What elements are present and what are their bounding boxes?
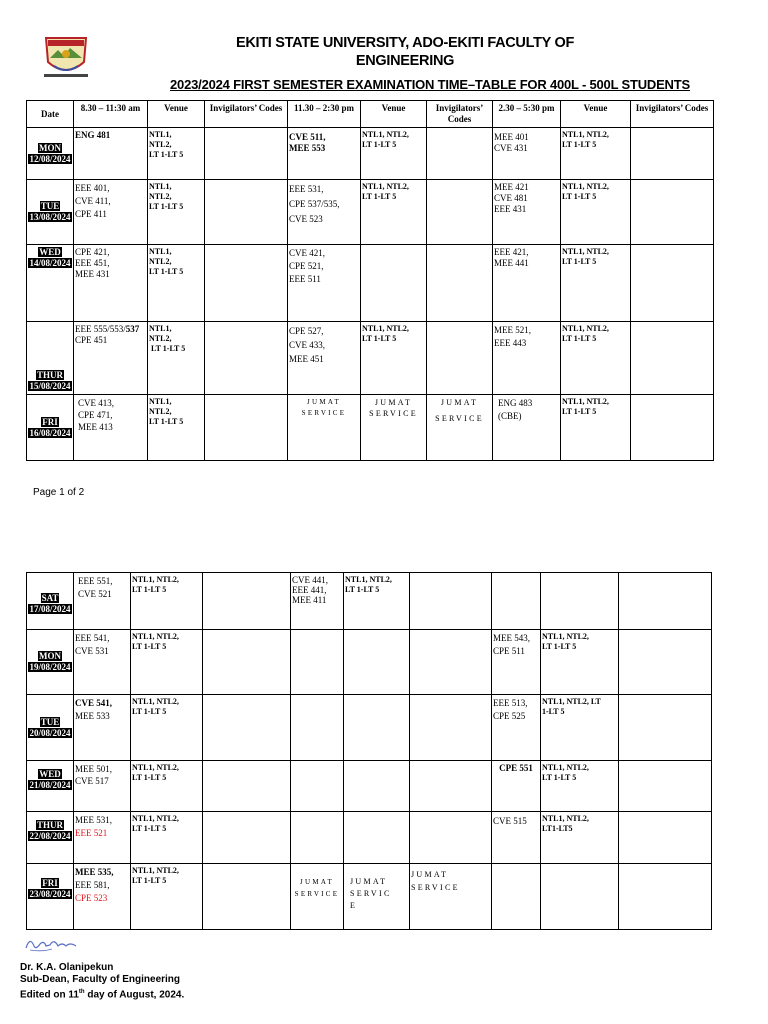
- table-row: [27, 573, 712, 630]
- exam-cell: [291, 761, 344, 812]
- invigilator-cell: [410, 761, 492, 812]
- exam-cell: EEE 421, MEE 441: [493, 245, 561, 322]
- exam-cell: CVE 511, MEE 553: [288, 128, 361, 180]
- venue-cell: NTL1, NTL2, LT 1-LT 5: [131, 630, 203, 695]
- date-label: 13/08/2024: [29, 212, 71, 222]
- invigilator-cell: [205, 245, 288, 322]
- exam-cell: CPE 551: [492, 761, 541, 812]
- venue-cell: NTL1, NTL2, LT 1-LT 5: [148, 395, 205, 461]
- date-cell: [27, 395, 74, 461]
- venue-cell: NTL1, NTL2, LT 1-LT 5: [561, 322, 631, 395]
- invigilator-cell: [427, 245, 493, 322]
- date-label: 15/08/2024: [29, 381, 71, 391]
- invigilator-cell: [410, 630, 492, 695]
- invigilator-cell: [205, 180, 288, 245]
- invigilator-cell: [631, 128, 714, 180]
- exam-cell: EEE 513, CPE 525: [492, 695, 541, 761]
- exam-cell: ENG 481: [74, 128, 148, 180]
- day-label: WED: [39, 769, 61, 779]
- invigilator-cell: [427, 322, 493, 395]
- day-label: MON: [39, 651, 61, 661]
- exam-code: CVE 541,: [75, 698, 113, 708]
- day-label: FRI: [42, 416, 58, 427]
- venue-cell: NTL1, NTL2, LT 1-LT 5: [148, 128, 205, 180]
- exam-code-highlighted: CPE 523: [75, 893, 108, 903]
- venue-cell: NTL1, NTL2, LT 1-LT 5: [131, 864, 203, 930]
- venue-cell: NTL1, NTL2, LT 1-LT 5: [541, 695, 619, 761]
- signature-icon: [22, 932, 82, 956]
- venue-cell: NTL1, NTL2, LT 1-LT 5: [541, 761, 619, 812]
- jumat-service-cell: JUMAT SERVICE: [410, 864, 492, 930]
- exam-cell: MEE 421 CVE 481 EEE 431: [493, 180, 561, 245]
- edited-suffix: day of August, 2024.: [84, 989, 185, 1001]
- exam-code: MEE 531,: [75, 815, 112, 825]
- exam-cell: EEE 401, CVE 411, CPE 411: [74, 180, 148, 245]
- venue-cell: NTL1, NTL2, LT 1-LT 5: [131, 812, 203, 864]
- col-header-venue1: Venue: [148, 101, 205, 128]
- jumat-service-cell: JUMAT SERVICE: [288, 395, 361, 461]
- date-label: 16/08/2024: [29, 427, 71, 438]
- university-logo-icon: [40, 32, 92, 80]
- venue-cell: NTL1, NTL2, LT 1-LT 5: [148, 322, 205, 395]
- invigilator-cell: [205, 322, 288, 395]
- exam-code: EEE 581,: [75, 880, 110, 890]
- invigilator-cell: [619, 573, 712, 630]
- day-label: WED: [39, 247, 61, 257]
- exam-code: 537: [125, 324, 140, 334]
- venue-cell: NTL1, NTL2, LT 1-LT 5: [344, 573, 410, 630]
- invigilator-cell: [203, 630, 291, 695]
- invigilator-cell: [631, 245, 714, 322]
- exam-code: MEE 533: [75, 711, 110, 721]
- timetable-week2: [26, 572, 712, 930]
- invigilator-cell: [619, 761, 712, 812]
- venue-cell: NTL1, NTL2, LT1-LT5: [541, 812, 619, 864]
- venue-cell: NTL1, NTL2, LT 1-LT 5: [131, 761, 203, 812]
- invigilator-cell: [631, 180, 714, 245]
- exam-cell: MEE 521, EEE 443: [493, 322, 561, 395]
- date-label: 20/08/2024: [29, 727, 71, 738]
- edited-date: [20, 986, 184, 1001]
- exam-cell: [74, 812, 131, 864]
- date-cell: [27, 573, 74, 630]
- invigilator-cell: [631, 322, 714, 395]
- col-header-venue2: Venue: [361, 101, 427, 128]
- invigilator-cell: [203, 573, 291, 630]
- jumat-service-cell: JUMAT SERVICE: [291, 864, 344, 930]
- exam-cell: EEE 541, CVE 531: [74, 630, 131, 695]
- invigilator-cell: [410, 695, 492, 761]
- date-cell: [27, 322, 74, 395]
- invigilator-cell: [619, 812, 712, 864]
- exam-cell: CVE 515: [492, 812, 541, 864]
- invigilator-cell: [203, 864, 291, 930]
- page-title: [150, 34, 660, 70]
- day-label: SAT: [41, 593, 59, 603]
- date-cell: [27, 812, 74, 864]
- day-label: THUR: [36, 820, 63, 830]
- table-row: [27, 761, 712, 812]
- invigilator-cell: [619, 695, 712, 761]
- exam-cell: EEE 531, CPE 537/535, CVE 523: [288, 180, 361, 245]
- venue-cell: [541, 573, 619, 630]
- edited-prefix: Edited on 11: [20, 989, 79, 1001]
- date-label: 22/08/2024: [29, 831, 71, 841]
- venue-cell: NTL1, NTL2, LT 1-LT 5: [131, 695, 203, 761]
- venue-cell: NTL1, NTL2, LT 1-LT 5: [148, 180, 205, 245]
- jumat-service-cell: JUMAT SERVICE: [427, 395, 493, 461]
- venue-cell: [541, 864, 619, 930]
- exam-cell: [74, 864, 131, 930]
- day-label: FRI: [42, 878, 58, 888]
- venue-cell: NTL1, NTL2, LT 1-LT 5: [561, 245, 631, 322]
- venue-cell: NTL1, NTL2, LT 1-LT 5: [361, 322, 427, 395]
- col-header-slot1: 8.30 – 11:30 am: [74, 101, 148, 128]
- day-label: TUE: [40, 201, 60, 211]
- exam-cell: CVE 441, EEE 441, MEE 411: [291, 573, 344, 630]
- exam-code: CPE 451: [75, 335, 108, 345]
- venue-cell: NTL1, NTL2, LT 1-LT 5: [561, 180, 631, 245]
- date-label: 21/08/2024: [29, 780, 71, 790]
- table-row: [27, 322, 714, 395]
- invigilator-cell: [619, 864, 712, 930]
- jumat-service-cell: JUMAT SERVICE: [361, 395, 427, 461]
- venue-cell: NTL1, NTL2, LT 1-LT 5: [131, 573, 203, 630]
- venue-cell: [344, 761, 410, 812]
- venue-cell: [361, 245, 427, 322]
- date-cell: [27, 180, 74, 245]
- table-row: [27, 812, 712, 864]
- timetable-week1: [26, 100, 714, 461]
- date-cell: [27, 695, 74, 761]
- col-header-slot3: 2.30 – 5:30 pm: [493, 101, 561, 128]
- exam-cell: [74, 322, 148, 395]
- date-label: 14/08/2024: [29, 258, 71, 268]
- exam-cell: MEE 401 CVE 431: [493, 128, 561, 180]
- table-row: [27, 630, 712, 695]
- col-header-invig1: Invigilators’ Codes: [205, 101, 288, 128]
- exam-cell: [291, 812, 344, 864]
- date-cell: [27, 128, 74, 180]
- exam-code-highlighted: EEE 521: [75, 828, 108, 838]
- exam-cell: CPE 527, CVE 433, MEE 451: [288, 322, 361, 395]
- jumat-service-cell: JUMAT SERVIC E: [344, 864, 410, 930]
- table-row: [27, 128, 714, 180]
- col-header-date: Date: [27, 101, 74, 128]
- page-number: Page 1 of 2: [33, 487, 85, 498]
- date-cell: [27, 864, 74, 930]
- invigilator-cell: [427, 128, 493, 180]
- venue-cell: [344, 812, 410, 864]
- date-label: 12/08/2024: [29, 153, 71, 164]
- invigilator-cell: [203, 812, 291, 864]
- edited-sup: th: [78, 989, 85, 995]
- date-cell: [27, 630, 74, 695]
- venue-cell: NTL1, NTL2, LT 1-LT 5: [541, 630, 619, 695]
- exam-cell: ENG 483 (CBE): [493, 395, 561, 461]
- exam-cell: CVE 421, CPE 521, EEE 511: [288, 245, 361, 322]
- exam-cell: [492, 864, 541, 930]
- date-label: 23/08/2024: [29, 889, 71, 899]
- exam-cell: MEE 501, CVE 517: [74, 761, 131, 812]
- invigilator-cell: [619, 630, 712, 695]
- date-cell: [27, 761, 74, 812]
- timetable-subtitle: 2023/2024 FIRST SEMESTER EXAMINATION TIME–TABLE FOR 400L - 500L STUDENTS: [170, 77, 690, 92]
- title-line-2: ENGINEERING: [355, 53, 455, 69]
- exam-cell: [291, 695, 344, 761]
- col-header-venue3: Venue: [561, 101, 631, 128]
- invigilator-cell: [205, 395, 288, 461]
- day-label: THUR: [36, 370, 63, 380]
- exam-cell: [291, 630, 344, 695]
- day-label: TUE: [40, 716, 60, 727]
- date-label: 17/08/2024: [29, 604, 71, 614]
- exam-cell: MEE 543, CPE 511: [492, 630, 541, 695]
- exam-code: MEE 535,: [75, 867, 114, 877]
- invigilator-cell: [203, 695, 291, 761]
- table-row: [27, 695, 712, 761]
- table-row: [27, 864, 712, 930]
- venue-cell: NTL1, NTL2, LT 1-LT 5: [561, 395, 631, 461]
- invigilator-cell: [203, 761, 291, 812]
- exam-cell: CVE 413, CPE 471, MEE 413: [74, 395, 148, 461]
- title-line-1: EKITI STATE UNIVERSITY, ADO-EKITI FACULTY OF: [235, 35, 575, 51]
- invigilator-cell: [410, 812, 492, 864]
- header-row: [27, 101, 714, 128]
- exam-code: EEE 555/553/: [75, 324, 126, 334]
- exam-cell: CPE 421, EEE 451, MEE 431: [74, 245, 148, 322]
- date-label: 19/08/2024: [29, 662, 71, 672]
- table-row: [27, 245, 714, 322]
- col-header-invig2: Invigilators’ Codes: [427, 101, 493, 128]
- table-row: [27, 395, 714, 461]
- footer-signatory: [20, 962, 184, 1001]
- invigilator-cell: [410, 573, 492, 630]
- invigilator-cell: [427, 180, 493, 245]
- exam-cell: [74, 695, 131, 761]
- venue-cell: NTL1, NTL2, LT 1-LT 5: [561, 128, 631, 180]
- venue-cell: [344, 630, 410, 695]
- exam-cell: EEE 551, CVE 521: [74, 573, 131, 630]
- invigilator-cell: [205, 128, 288, 180]
- table-row: [27, 180, 714, 245]
- venue-cell: NTL1, NTL2, LT 1-LT 5: [361, 128, 427, 180]
- exam-cell: [492, 573, 541, 630]
- venue-cell: NTL1, NTL2, LT 1-LT 5: [148, 245, 205, 322]
- col-header-slot2: 11.30 – 2:30 pm: [288, 101, 361, 128]
- signatory-name: Dr. K.A. Olanipekun: [20, 962, 114, 973]
- date-cell: [27, 245, 74, 322]
- venue-cell: [344, 695, 410, 761]
- signatory-role: Sub-Dean, Faculty of Engineering: [20, 974, 181, 985]
- day-label: MON: [39, 142, 61, 153]
- venue-cell: NTL1, NTL2, LT 1-LT 5: [361, 180, 427, 245]
- invigilator-cell: [631, 395, 714, 461]
- col-header-invig3: Invigilators’ Codes: [631, 101, 714, 128]
